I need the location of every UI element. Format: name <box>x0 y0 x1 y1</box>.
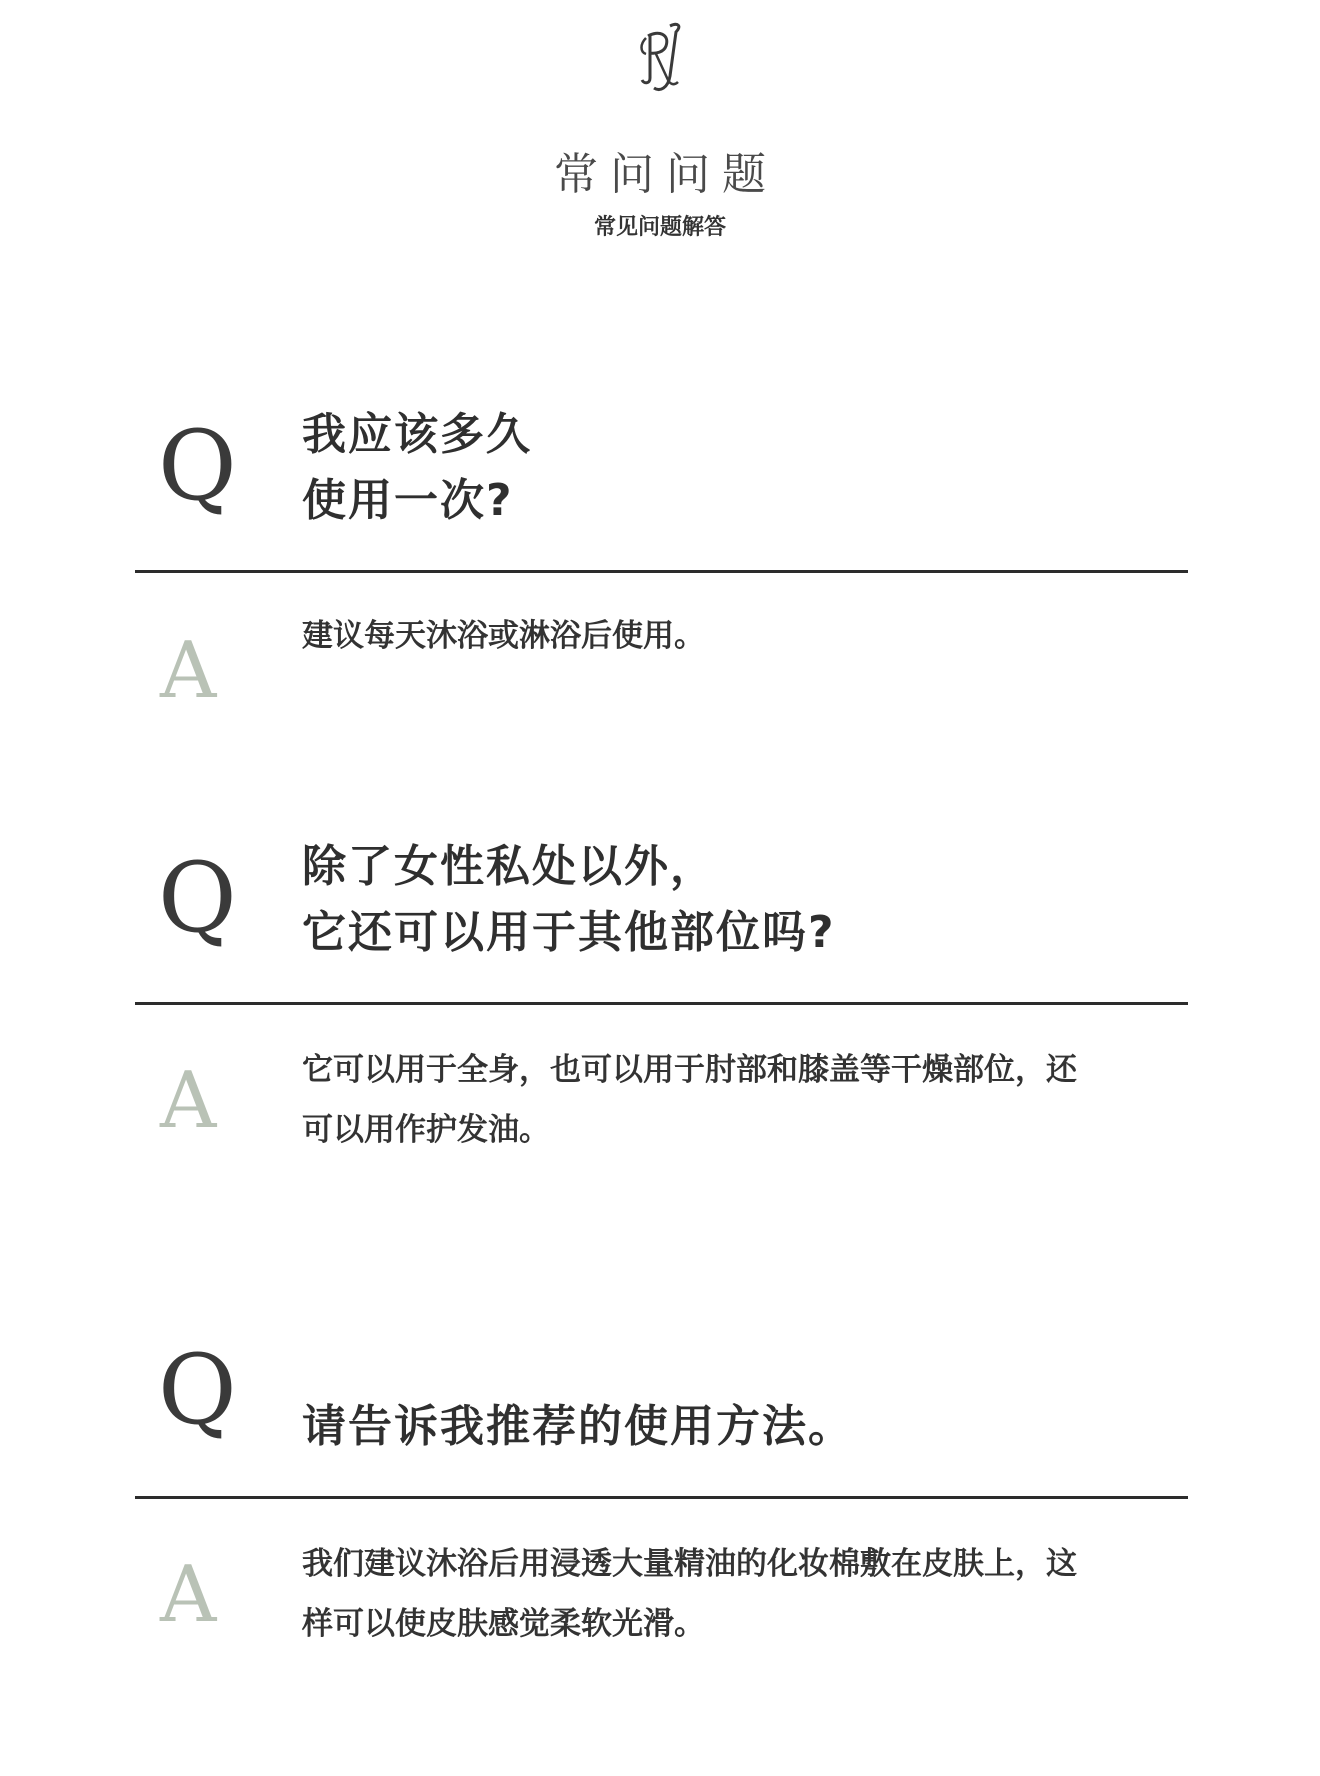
answer-marker: A <box>160 626 217 716</box>
question-line: 请告诉我推荐的使用方法。 <box>302 1401 854 1452</box>
question-marker: Q <box>158 1334 237 1446</box>
answer-text <box>302 1040 1182 1160</box>
page-title: 常问问题 <box>554 149 778 200</box>
answer-line: 可以用作护发油。 <box>302 1112 550 1148</box>
answer-line: 建议每天沐浴或淋浴后使用。 <box>302 618 705 654</box>
answer-marker: A <box>160 1056 217 1146</box>
question-text <box>302 834 836 966</box>
question-line: 使用一次? <box>302 475 514 526</box>
question-line: 除了女性私处以外， <box>302 841 716 892</box>
answer-line: 样可以使皮肤感觉柔软光滑。 <box>302 1606 705 1642</box>
question-line: 我应该多久 <box>302 409 532 460</box>
answer-text <box>302 1534 1182 1654</box>
answer-line: 它可以用于全身，也可以用于肘部和膝盖等干燥部位，还 <box>302 1052 1077 1088</box>
brand-logo-icon <box>630 18 690 100</box>
question-line: 它还可以用于其他部位吗? <box>302 907 836 958</box>
divider <box>135 1496 1188 1499</box>
divider <box>135 1002 1188 1005</box>
page-subtitle: 常见问题解答 <box>593 215 726 240</box>
answer-text <box>302 606 1182 666</box>
answer-marker: A <box>160 1550 217 1640</box>
question-marker: Q <box>158 410 237 522</box>
divider <box>135 570 1188 573</box>
question-text <box>302 402 532 534</box>
answer-line: 我们建议沐浴后用浸透大量精油的化妆棉敷在皮肤上，这 <box>302 1546 1077 1582</box>
question-text <box>302 1394 854 1460</box>
question-marker: Q <box>158 842 237 954</box>
